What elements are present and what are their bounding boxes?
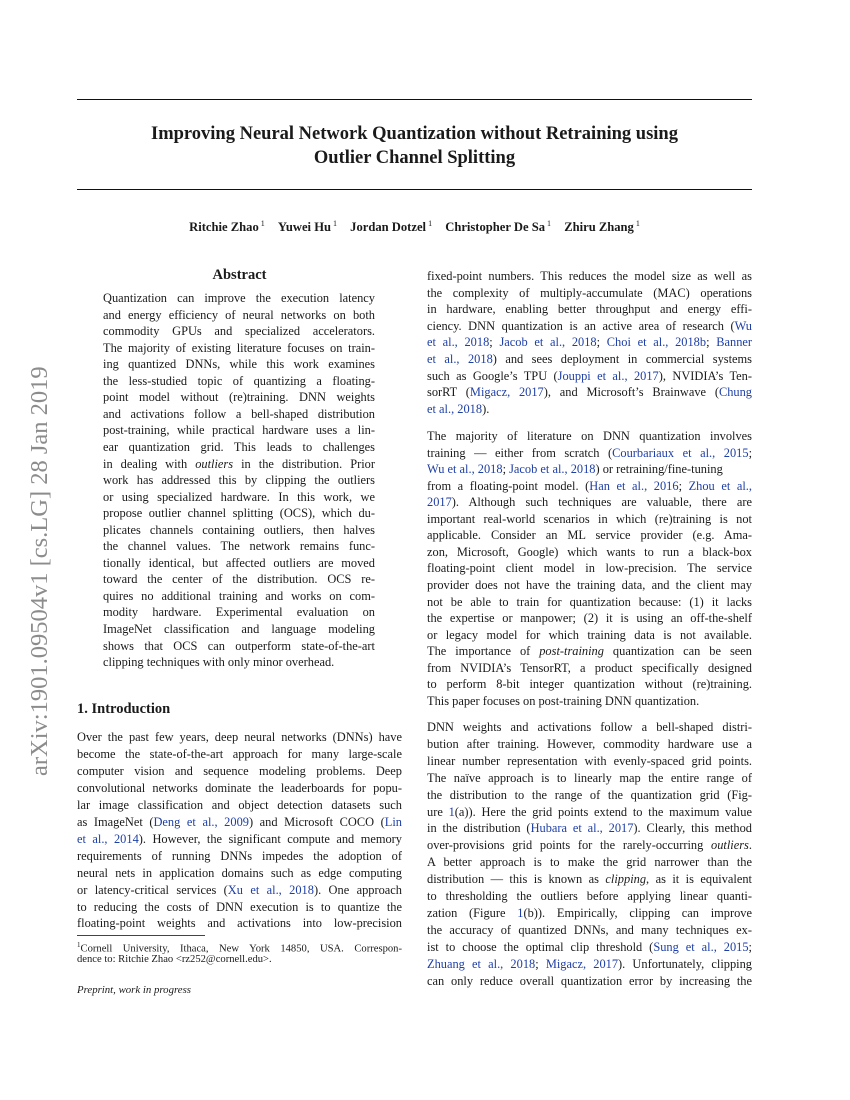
text-span: ) and Microsoft COCO ( xyxy=(248,814,385,829)
text-span: ) and sees deployment in commercial systems xyxy=(492,352,752,366)
text-span: ; xyxy=(502,462,510,477)
text-span: the accuracy of quantized DNNs, and many techniques ex- xyxy=(427,922,752,937)
paper-title-line-1: Improving Neural Network Quantization without Retraining using xyxy=(151,124,678,144)
text-line xyxy=(427,494,752,511)
text-span: as ImageNet ( xyxy=(77,814,154,829)
text-span: . xyxy=(748,838,752,853)
text-line xyxy=(427,770,752,787)
emphasized-term: outliers xyxy=(711,838,749,853)
text-span: requirements of running DNNs impedes the adoption of xyxy=(77,848,402,863)
text-line xyxy=(427,627,752,644)
text-span: This paper focuses on post-training DNN quantization. xyxy=(427,693,700,708)
text-span: The naïve approach is to linearly map the entire range of xyxy=(427,770,752,785)
text-span: the less-studied topic of quantizing a floating- xyxy=(103,373,375,388)
author-affiliation-mark: 1 xyxy=(260,218,265,228)
text-span: work has addressed this by clipping the outliers xyxy=(103,473,375,488)
text-span: to reducing the costs of DNN execution is to quantize the xyxy=(77,899,402,914)
text-line xyxy=(103,356,375,373)
text-line xyxy=(427,854,752,871)
text-line xyxy=(427,905,752,922)
text-span: ; xyxy=(535,956,546,971)
text-line xyxy=(427,428,752,445)
text-span: modity hardware. Experimental evaluation on xyxy=(103,605,375,620)
text-span: ; xyxy=(678,478,689,493)
text-line xyxy=(427,401,752,418)
text-span: ; xyxy=(748,939,752,954)
text-line xyxy=(77,831,402,848)
text-span: ). One approach xyxy=(313,882,402,897)
citation-link[interactable]: Jacob et al., 2018 xyxy=(509,462,596,477)
text-span: ). xyxy=(482,401,490,416)
text-span: ear quantization grid. This leads to challenges xyxy=(103,439,375,454)
text-line xyxy=(427,804,752,821)
text-span: training — either from scratch ( xyxy=(427,445,613,460)
text-span: such as Google’s TPU ( xyxy=(427,368,558,383)
text-line xyxy=(427,820,752,837)
text-span: the channel values. The network remains func- xyxy=(103,539,375,554)
text-line xyxy=(103,638,375,655)
text-span: quires no additional training and works on com- xyxy=(103,588,375,603)
text-span: applicable. Consider an ML service provider (e.g. Ama- xyxy=(427,528,752,543)
text-span: ist to choose the optimal clip threshold ( xyxy=(427,939,654,954)
author-affiliation-mark: 1 xyxy=(547,218,552,228)
text-span: sorRT ( xyxy=(427,385,470,400)
text-line xyxy=(103,588,375,605)
citation-link[interactable]: 1 xyxy=(517,905,524,920)
text-line xyxy=(427,693,752,710)
text-span: important real-world scenarios in which (re)training is not xyxy=(427,511,752,526)
citation-link[interactable]: Banner xyxy=(716,335,753,350)
text-span: quantization can be seen xyxy=(603,644,752,659)
author-list xyxy=(77,220,752,235)
text-line xyxy=(103,604,375,621)
text-span: DNN weights and activations follow a bell-shaped distri- xyxy=(427,720,752,734)
text-line xyxy=(103,472,375,489)
emphasized-term: outliers xyxy=(195,456,234,471)
author-name: Yuwei Hu xyxy=(277,220,331,234)
text-line xyxy=(427,544,752,561)
text-line xyxy=(103,538,375,555)
text-line xyxy=(427,719,752,736)
text-line xyxy=(77,746,402,763)
text-line xyxy=(427,973,752,990)
text-span: the distribution to the range of the quantization grid (Fig- xyxy=(427,787,752,802)
text-line xyxy=(103,323,375,340)
text-line xyxy=(77,763,402,780)
text-line xyxy=(427,837,752,854)
text-line xyxy=(77,848,402,865)
text-line xyxy=(427,478,752,495)
text-line xyxy=(77,729,402,746)
abstract-heading: Abstract xyxy=(212,267,267,283)
author-affiliation-mark: 1 xyxy=(635,218,640,228)
text-span: ing quantized DNNs, while this work examines xyxy=(103,357,375,372)
text-line xyxy=(77,882,402,899)
title-bottom-rule xyxy=(77,189,752,190)
emphasized-term: post-training xyxy=(539,644,604,659)
text-line xyxy=(427,285,752,302)
text-span: ). Unfortunately, clipping xyxy=(618,956,752,971)
preprint-notice: Preprint, work in progress xyxy=(77,984,191,996)
text-span: or using specialized hardware. In this work, we xyxy=(103,489,375,504)
text-span: in the distribution. Prior xyxy=(233,456,375,471)
text-line xyxy=(427,787,752,804)
text-span: The majority of existing literature focuses on train- xyxy=(103,340,375,355)
author-name: Zhiru Zhang xyxy=(564,220,634,234)
text-line xyxy=(103,555,375,572)
text-span: Quantization can improve the execution latency xyxy=(103,291,375,305)
text-line xyxy=(103,621,375,638)
text-span: propose outlier channel splitting (OCS), which du- xyxy=(103,506,375,521)
text-span: A better approach is to make the grid narrower than the xyxy=(427,855,752,870)
text-line xyxy=(427,461,752,478)
text-line xyxy=(103,456,375,473)
author-entry xyxy=(278,220,337,234)
citation-link[interactable]: Zhou et al., xyxy=(688,478,753,493)
citation-link[interactable]: Choi et al., 2018b xyxy=(606,335,707,350)
text-span: the complexity of multiply-accumulate (MAC) operations xyxy=(427,285,752,300)
text-line xyxy=(103,439,375,456)
text-span: ). Clearly, this method xyxy=(633,821,752,836)
text-line xyxy=(427,676,752,693)
text-span: post-training, while practical hardware uses a lin- xyxy=(103,423,375,438)
introduction-heading: 1. Introduction xyxy=(77,701,171,717)
text-line xyxy=(427,527,752,544)
text-span: ; xyxy=(596,335,607,350)
citation-link[interactable]: Xu et al., 2018 xyxy=(227,882,314,897)
text-span: become the state-of-the-art approach for many large-scale xyxy=(77,746,402,761)
text-line xyxy=(77,865,402,882)
text-span: toward the center of the distribution. OCS re- xyxy=(103,572,375,587)
text-span: fixed-point numbers. This reduces the model size as well as xyxy=(427,269,752,283)
author-affiliation-mark: 1 xyxy=(428,218,433,228)
citation-link[interactable]: Courbariaux et al., 2015 xyxy=(612,445,749,460)
text-span: ; xyxy=(748,445,753,460)
author-entry xyxy=(189,220,265,234)
citation-link[interactable]: 1 xyxy=(448,804,455,819)
citation-link[interactable]: et al., 2018 xyxy=(427,401,483,416)
text-span: the expertise or manpower; (2) it is using an off-the-shelf xyxy=(427,611,752,626)
text-line xyxy=(427,301,752,318)
text-span: floating-point client model in low-precision. The service xyxy=(427,561,752,576)
text-span: dence to: Ritchie Zhao <rz252@cornell.edu>. xyxy=(77,954,272,965)
text-line xyxy=(427,594,752,611)
text-span: zon, Microsoft, Google) which wants to run a black-box xyxy=(427,544,752,559)
citation-link[interactable]: et al., 2018 xyxy=(427,335,490,350)
text-line xyxy=(103,406,375,423)
text-line xyxy=(103,340,375,357)
text-span: ). However, the significant compute and memory xyxy=(138,831,402,846)
citation-link[interactable]: Zhuang et al., 2018 xyxy=(427,956,536,971)
text-span: and activations follow a bell-shaped distribution xyxy=(103,406,375,421)
text-span: distribution — this is known as xyxy=(427,872,606,887)
citation-link[interactable]: Sung et al., 2015 xyxy=(653,939,749,954)
text-line xyxy=(427,610,752,627)
citation-link[interactable]: Wu et al., 2018 xyxy=(427,462,503,477)
text-span: floating-point weights and activations into low-precision xyxy=(77,916,402,931)
text-span: to perform 8-bit integer quantization without (re)training. xyxy=(427,677,752,692)
text-span: ure xyxy=(427,804,449,819)
author-name: Jordan Dotzel xyxy=(350,220,427,234)
citation-link[interactable]: Hubara et al., 2017 xyxy=(530,821,634,836)
text-span: in the distribution ( xyxy=(427,821,531,836)
citation-link[interactable]: 2017 xyxy=(427,495,452,510)
text-line xyxy=(427,511,752,528)
text-line xyxy=(103,422,375,439)
text-span: can only reduce overall quantization error by increasing the xyxy=(427,973,752,988)
citation-link[interactable]: Wu xyxy=(734,318,752,333)
citation-link[interactable]: Lin xyxy=(384,814,402,829)
citation-link[interactable]: Migacz, 2017 xyxy=(545,956,619,971)
text-span: over-provisions grid points for the rarely-occurring xyxy=(427,838,712,853)
text-line xyxy=(427,939,752,956)
text-span: from a floating-point model. ( xyxy=(427,478,590,493)
text-span: (b)). Empirically, clipping can improve xyxy=(523,905,752,920)
text-span: (a)). Here the grid points extend to the maximum value xyxy=(454,804,753,819)
arxiv-identifier-banner: arXiv:1901.09504v1 [cs.LG] 28 Jan 2019 xyxy=(26,366,53,776)
text-line xyxy=(103,654,375,671)
citation-link[interactable]: Jacob et al., 2018 xyxy=(499,335,597,350)
text-span: to thresholding the outliers before applying linear quanti- xyxy=(427,889,752,903)
text-span: from NVIDIA’s TensorRT, a product specifically designed xyxy=(427,660,752,675)
text-line xyxy=(103,307,375,324)
text-line xyxy=(77,797,402,814)
author-affiliation-mark: 1 xyxy=(333,218,337,228)
text-span: ; xyxy=(489,335,500,350)
footnote-mark: 1 xyxy=(77,941,81,949)
text-span: The majority of literature on DNN quantization involves xyxy=(427,429,752,443)
text-span: point model without (re)training. DNN weights xyxy=(103,390,375,405)
citation-link[interactable]: et al., 2014 xyxy=(77,831,139,846)
text-line xyxy=(427,368,752,385)
text-span: plicates channels containing outliers, then halves xyxy=(103,522,375,537)
text-line xyxy=(103,571,375,588)
author-name: Christopher De Sa xyxy=(445,220,546,234)
text-line xyxy=(103,505,375,522)
text-line xyxy=(103,489,375,506)
text-line xyxy=(103,373,375,390)
text-span: ImageNet classification and language modeling xyxy=(103,622,375,636)
title-top-rule xyxy=(77,99,752,100)
citation-link[interactable]: Deng et al., 2009 xyxy=(153,814,249,829)
text-span: Cornell University, Ithaca, New York 14850, USA. Correspon- xyxy=(80,943,402,955)
text-line xyxy=(103,389,375,406)
text-span: provider does not have the training data, and the client may xyxy=(427,577,752,592)
text-span: in hardware, enabling better throughput and energy effi- xyxy=(427,302,752,317)
text-span: bution after training. However, commodity hardware use a xyxy=(427,736,752,751)
text-span: zation (Figure xyxy=(427,905,518,920)
text-span: commodity GPUs and specialized accelerators. xyxy=(103,324,375,339)
author-name: Ritchie Zhao xyxy=(189,220,259,234)
text-line xyxy=(427,445,752,462)
text-line xyxy=(427,268,752,285)
emphasized-term: clipping xyxy=(605,872,647,887)
text-span: tionally identical, but affected outliers are moved xyxy=(103,555,375,570)
text-line xyxy=(103,522,375,539)
citation-link[interactable]: Migacz, 2017 xyxy=(469,385,544,400)
text-line xyxy=(427,871,752,888)
text-span: lar image classification and object detection datasets such xyxy=(77,797,402,812)
text-span: Over the past few years, deep neural networks (DNNs) have xyxy=(77,730,402,744)
text-span: ; xyxy=(706,335,717,350)
text-span: neural nets in application domains such as edge computing xyxy=(77,865,402,880)
text-line xyxy=(77,915,402,932)
text-span: linear number representation with evenly-spaced grid points. xyxy=(427,753,752,768)
text-span: not be able to train for quantization because: (1) it lacks xyxy=(427,594,752,609)
text-span: computer vision and sequence modeling problems. Deep xyxy=(77,763,402,778)
text-span: in dealing with xyxy=(103,456,196,471)
text-line xyxy=(427,736,752,753)
text-line xyxy=(103,290,375,307)
text-line xyxy=(77,899,402,916)
text-line xyxy=(427,888,752,905)
text-line xyxy=(77,814,402,831)
text-line xyxy=(427,318,752,335)
text-line xyxy=(427,577,752,594)
author-entry xyxy=(350,220,432,234)
author-entry xyxy=(445,220,551,234)
citation-link[interactable]: Jouppi et al., 2017 xyxy=(557,368,659,383)
text-span: convolutional networks dominate the leaderboards for popu- xyxy=(77,780,402,795)
paper-title-line-2: Outlier Channel Splitting xyxy=(313,148,516,168)
text-line xyxy=(427,334,752,351)
text-line xyxy=(427,660,752,677)
text-span: ) or retraining/fine-tuning xyxy=(595,462,723,477)
text-line xyxy=(427,643,752,660)
text-span: , as it is equivalent xyxy=(646,872,752,887)
text-span: ), NVIDIA’s Ten- xyxy=(658,368,752,383)
text-span: ciency. DNN quantization is an active area of research ( xyxy=(427,318,735,333)
text-span: clipping techniques with only minor overhead. xyxy=(103,655,335,670)
text-line xyxy=(427,351,752,368)
text-span: or latency-critical services ( xyxy=(77,882,228,897)
text-line xyxy=(427,956,752,973)
citation-link[interactable]: et al., 2018 xyxy=(427,352,493,366)
text-span: shows that OCS can outperform state-of-the-art xyxy=(103,638,375,653)
citation-link[interactable]: Han et al., 2016 xyxy=(589,478,679,493)
text-line xyxy=(427,384,752,401)
author-entry xyxy=(564,220,640,234)
text-line xyxy=(427,560,752,577)
text-line xyxy=(427,922,752,939)
text-span: ), and Microsoft’s Brainwave ( xyxy=(543,385,719,400)
text-span: and energy efficiency of neural networks on both xyxy=(103,307,375,322)
text-span: or legacy model for which training data is not available. xyxy=(427,627,752,642)
citation-link[interactable]: Chung xyxy=(718,385,752,400)
text-span: The importance of xyxy=(427,644,540,659)
text-span: ). Although such techniques are valuable, there are xyxy=(451,495,752,510)
text-line xyxy=(427,753,752,770)
footnote-rule xyxy=(77,935,205,936)
text-line xyxy=(77,780,402,797)
text-line xyxy=(77,953,402,967)
